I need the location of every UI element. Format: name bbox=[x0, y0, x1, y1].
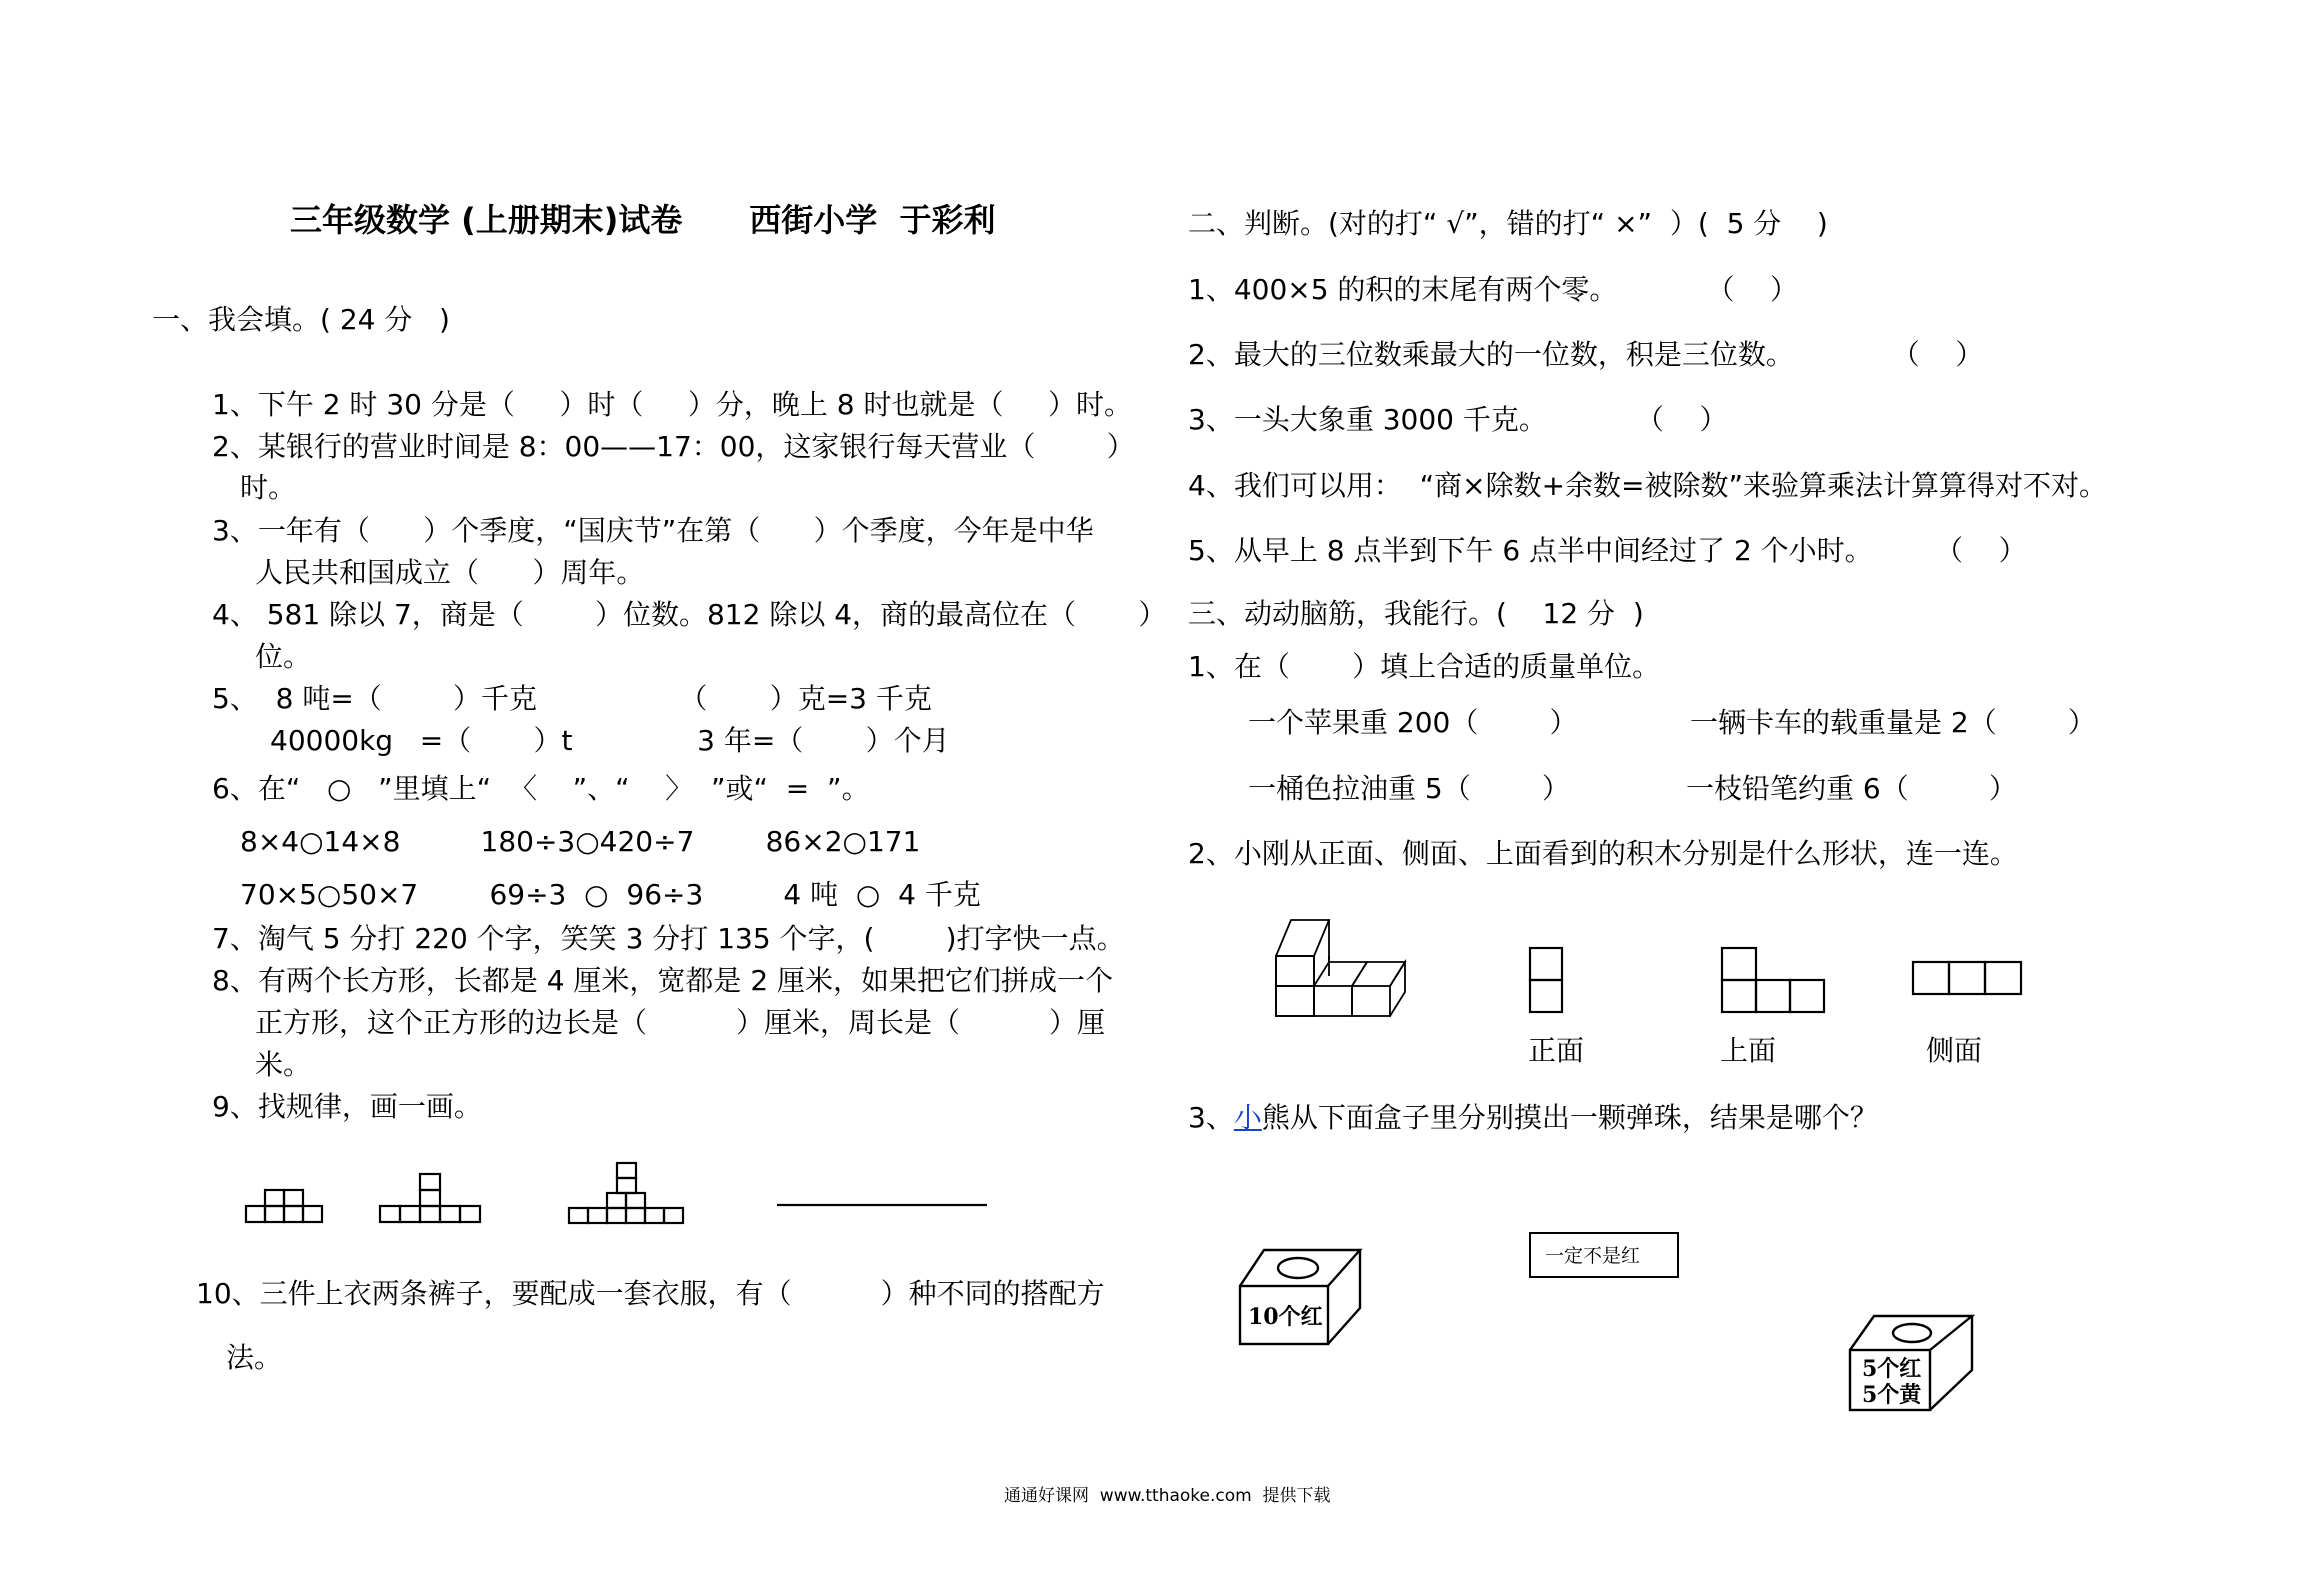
question-4-line-2: 位。 bbox=[255, 640, 312, 673]
judgement-3: 3、一头大象重 3000 千克。 （ ） bbox=[1188, 403, 1728, 436]
question-2-line-2: 时。 bbox=[240, 471, 297, 504]
question-8-line-2: 正方形，这个正方形的边长是（ ）厘米，周长是（ ）厘 bbox=[255, 1006, 1106, 1039]
task-1-item-oil: 一桶色拉油重 5（ ） bbox=[1248, 772, 1570, 805]
view-label-front: 正面 bbox=[1528, 1034, 1585, 1067]
question-7: 7、淘气 5 分打 220 个字，笑笑 3 分打 135 个字，( )打字快一点。 bbox=[212, 922, 1125, 955]
task-1-item-truck: 一辆卡车的载重量是 2（ ） bbox=[1690, 706, 2096, 739]
task-1-item-pencil: 一枝铅笔约重 6（ ） bbox=[1686, 772, 2017, 805]
page-title: 三年级数学 (上册期末)试卷 西街小学 于彩利 bbox=[290, 201, 996, 239]
result-option-label: 一定不是红 bbox=[1545, 1245, 1641, 1267]
judgement-5: 5、从早上 8 点半到下午 6 点半中间经过了 2 个小时。 （ ） bbox=[1188, 534, 2027, 567]
judgement-2: 2、最大的三位数乘最大的一位数，积是三位数。 （ ） bbox=[1188, 338, 1984, 371]
task-1: 1、在（ ）填上合适的质量单位。 bbox=[1188, 650, 1661, 683]
question-3-line-2: 人民共和国成立（ ）周年。 bbox=[255, 556, 645, 589]
section-1-heading: 一、我会填。( 24 分 ) bbox=[152, 303, 450, 336]
question-6-row-2: 70×5○50×7 69÷3 ○ 96÷3 4 吨 ○ 4 千克 bbox=[240, 878, 981, 911]
question-10-line-1: 10、三件上衣两条裤子，要配成一套衣服，有（ ）种不同的搭配方 bbox=[196, 1277, 1105, 1310]
question-1: 1、下午 2 时 30 分是（ ）时（ ）分，晚上 8 时也就是（ ）时。 bbox=[212, 388, 1132, 421]
question-6-row-1: 8×4○14×8 180÷3○420÷7 86×2○171 bbox=[240, 825, 921, 858]
question-6-intro: 6、在“ ○ ”里填上“ 〈 ”、“ 〉 ”或“ = ”。 bbox=[212, 772, 870, 805]
task-1-item-apple: 一个苹果重 200（ ） bbox=[1248, 706, 1578, 739]
task-3-link[interactable]: 小 bbox=[1233, 1101, 1262, 1134]
task-3-text: 熊从下面盒子里分别摸出一颗弹珠，结果是哪个？ bbox=[1261, 1101, 1878, 1134]
question-10-line-2: 法。 bbox=[226, 1341, 283, 1374]
marble-box-1-label: 10个红 bbox=[1248, 1304, 1323, 1330]
question-8-line-1: 8、有两个长方形，长都是 4 厘米，宽都是 2 厘米，如果把它们拼成一个 bbox=[212, 964, 1114, 997]
question-8-line-3: 米。 bbox=[255, 1048, 312, 1081]
task-3-number: 3、 bbox=[1188, 1101, 1234, 1134]
question-3-line-1: 3、一年有（ ）个季度，“国庆节”在第（ ）个季度，今年是中华 bbox=[212, 514, 1094, 547]
section-3-heading: 三、动动脑筋，我能行。( 12 分 ) bbox=[1188, 597, 1644, 630]
judgement-1: 1、400×5 的积的末尾有两个零。 （ ） bbox=[1188, 273, 1799, 306]
task-2: 2、小刚从正面、侧面、上面看到的积木分别是什么形状，连一连。 bbox=[1188, 837, 2018, 870]
section-2-heading: 二、判断。(对的打“ √”，错的打“ ×” ）( 5 分 ) bbox=[1188, 207, 1828, 240]
cube-stack-figure bbox=[1276, 920, 1405, 1016]
question-4-line-1: 4、 581 除以 7，商是（ ）位数。812 除以 4，商的最高位在（ ） bbox=[212, 598, 1167, 631]
footer-source: 通通好课网 www.tthaoke.com 提供下载 bbox=[1004, 1486, 1331, 1506]
view-label-top: 上面 bbox=[1720, 1034, 1777, 1067]
view-label-side: 侧面 bbox=[1926, 1034, 1983, 1067]
view-shape-front bbox=[1530, 948, 1562, 1012]
pattern-figure-2 bbox=[380, 1174, 480, 1222]
view-shape-side bbox=[1913, 962, 2021, 994]
pattern-figure-3 bbox=[569, 1163, 683, 1223]
question-5-line-2: 40000kg =（ ）t 3 年=（ ）个月 bbox=[270, 724, 950, 757]
question-2-line-1: 2、某银行的营业时间是 8：00——17：00，这家银行每天营业（ ） bbox=[212, 430, 1135, 463]
pattern-figure-1 bbox=[246, 1190, 322, 1222]
marble-box-2-label-yellow: 5个黄 bbox=[1862, 1382, 1922, 1408]
view-shape-top bbox=[1722, 948, 1824, 1012]
question-5-line-1: 5、 8 吨=（ ）千克 （ ）克=3 千克 bbox=[212, 682, 932, 715]
judgement-4: 4、我们可以用： “商×除数+余数=被除数”来验算乘法计算算得对不对。 bbox=[1188, 469, 2108, 502]
question-9: 9、找规律，画一画。 bbox=[212, 1090, 482, 1123]
marble-box-2-label-red: 5个红 bbox=[1862, 1356, 1922, 1382]
